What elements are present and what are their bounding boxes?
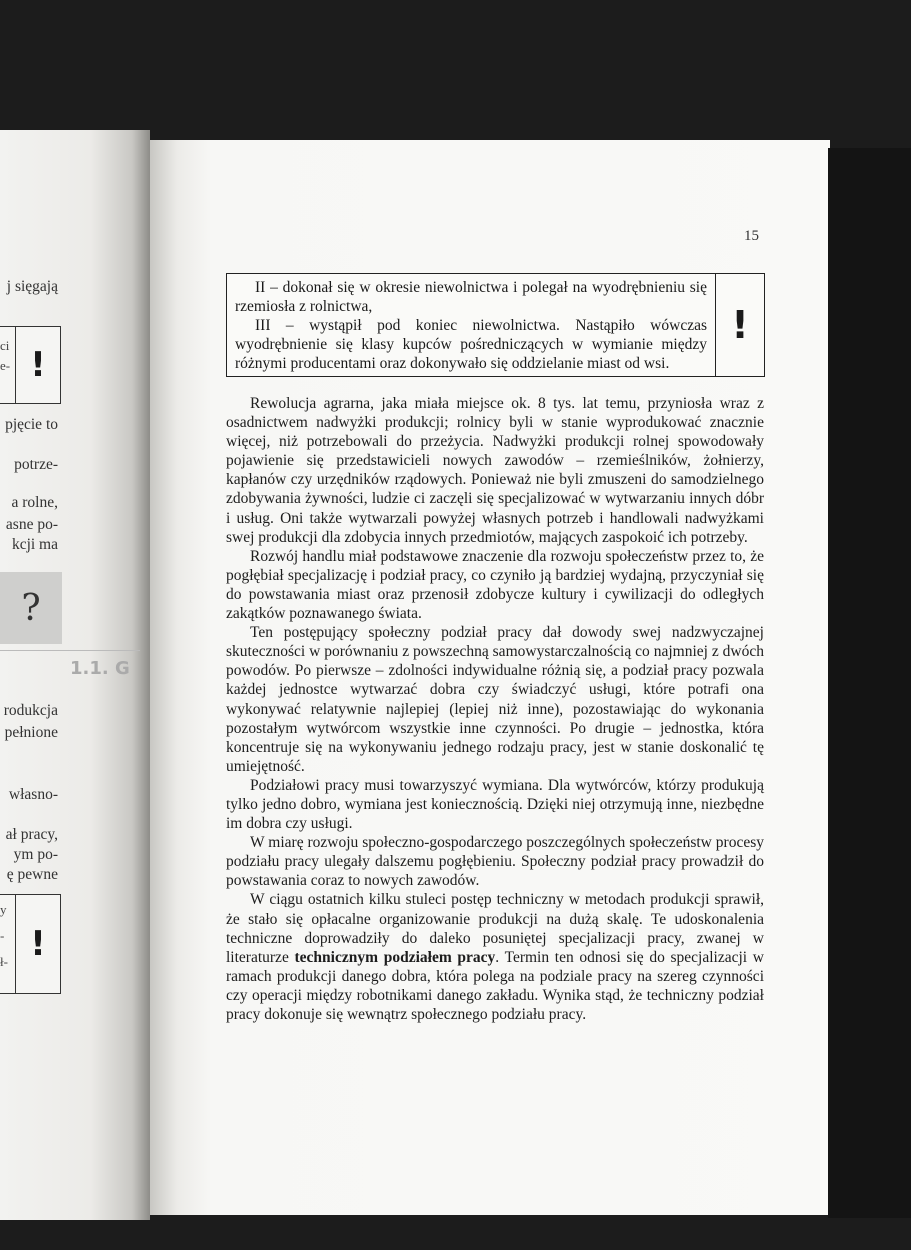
- left-page-box-fragment: -: [0, 928, 5, 943]
- left-page-fragment: pełnione: [4, 724, 58, 741]
- background-edge: [828, 148, 911, 1218]
- left-page-fragment: ym po-: [13, 846, 58, 863]
- left-page-callout-box: [0, 326, 61, 404]
- paragraph: Podziałowi pracy musi towarzyszyć wymiana. Dla wytwórców, którzy produkują tylko jedno dobro, wymiana jest koniecznością. Dzięki niej otrzymują inne, niezbędne im dobra czy usługi.: [226, 776, 764, 833]
- left-page-fragment: pjęcie to: [5, 416, 58, 433]
- paragraph-last: [226, 890, 764, 1024]
- bold-term: technicznym podziałem pracy: [294, 948, 496, 966]
- callout-text: [235, 278, 707, 373]
- callout-paragraph: II – dokonał się w okresie niewolnictwa i polegał na wyodrębnieniu się rzemiosła z rolnictwa,: [235, 279, 707, 315]
- left-page-callout-box: [0, 894, 61, 994]
- paragraph: W miarę rozwoju społeczno-gospodarczego poszczególnych społeczeństw procesy podziału pracy ulegały dalszemu pogłębieniu. Społeczny podział pracy prowadził do powstawania coraz to nowych zawodów.: [226, 834, 764, 890]
- left-page-box-fragment: y: [0, 902, 7, 917]
- left-page-fragment: a rolne,: [11, 494, 58, 511]
- paragraph: Rozwój handlu miał podstawowe znaczenie dla rozwoju społeczeństw przez to, że pogłębiał specjalizację i podział pracy, co czyniło ją bardziej wydajną, przyczyniał się do powstawania miast oraz przenosił zdobycze kultury i cywilizacji do odległych zakątków poznawanego świata.: [226, 547, 764, 623]
- left-page-fragment: rodukcja: [3, 702, 58, 719]
- left-page-fragment: ę pewne: [6, 866, 58, 883]
- left-page-fragment: ał pracy,: [5, 826, 58, 843]
- callout-paragraph: III – wystąpił pod koniec niewolnictwa. Nastąpiło wówczas wyodrębnienie się klasy kupców pośredniczących w wymianie między różnymi producentami oraz dokonywało się oddzielanie miast od wsi.: [235, 317, 707, 372]
- left-page-fragment: własno-: [8, 786, 58, 803]
- left-page-fragment: j sięgają: [6, 278, 58, 295]
- page-number: 15: [744, 228, 759, 244]
- paragraph: Ten postępujący społeczny podział pracy dał dowody swej nadzwyczajnej skuteczności w porównaniu z powszechną samowystarczalnością co najmniej z dwóch powodów. Po pierwsze – zdolności indywidualne różnią się, a podział pracy pozwala każdej jednostce wytwarzać dobra czy świadczyć usługi, które potrafi ona wykonywać relatywnie najlepiej (lepiej niż inne), pozostawiając do wykonania pozostałym wytwórcom wszystkie inne czynności. Po drugie – jednostka, która koncentruje się na wykonywaniu jednego rodzaju pracy, jest w stanie doskonalić tę umiejętność.: [226, 624, 764, 775]
- exclamation-icon: !: [715, 274, 764, 376]
- exclamation-icon: !: [15, 327, 60, 403]
- left-page-heading-fragment: 1.1. G: [70, 658, 130, 679]
- divider: [0, 650, 140, 651]
- left-page-box-fragment: ci: [0, 338, 10, 353]
- left-page-fragment: potrze-: [14, 456, 58, 473]
- paragraph-text: . Termin ten odnosi się do specjalizacji w ramach produkcji danego dobra, która polega na podziale pracy na szereg czynności czy operacji między robotnikami danego zakładu. Wynika stąd, że techniczny podział pracy dokonuje się wewnątrz społecznego podziału pracy.: [226, 948, 764, 1023]
- callout-box: [226, 273, 765, 377]
- left-page-box-fragment: ł-: [0, 954, 8, 969]
- left-page-box-fragment: e-: [0, 358, 11, 373]
- paragraph-text: W ciągu ostatnich kilku stuleci postęp techniczny w metodach produkcji sprawił, że stało się opłacalne organizowanie produkcji na dużą skalę. Te udoskonalenia techniczne doprowadziły do daleko posuniętej specjalizacji pracy, zwanej w literaturze: [226, 891, 764, 966]
- left-page-fragment: asne po-: [5, 516, 58, 533]
- question-icon: ?: [0, 572, 62, 644]
- exclamation-icon: !: [15, 895, 60, 993]
- body-text: [226, 394, 764, 1024]
- previous-page-edge: [0, 130, 150, 1220]
- paragraph: Rewolucja agrarna, jaka miała miejsce ok. 8 tys. lat temu, przyniosła wraz z osadnictwem nadwyżki produkcji; rolnicy byli w stanie wyprodukować znacznie więcej, niż potrzebowali do przeżycia. Nadwyżki produkcji rolnej spowodowały pojawienie się przedstawicieli nowych zawodów – rzemieślników, żołnierzy, kapłanów czy urzędników rządowych. Ponieważ nie byli zmuszeni do samodzielnego zdobywania żywności, ludzie ci zaczęli się specjalizować w wytwarzaniu innych dóbr i usług. Oni także wytwarzali powyżej własnych potrzeb i handlowali nadwyżkami swej produkcji dla zdobycia innych przedmiotów, mających zaspokoić ich potrzeby.: [226, 395, 764, 546]
- left-page-fragment: kcji ma: [11, 536, 58, 553]
- book-page: [150, 140, 830, 1215]
